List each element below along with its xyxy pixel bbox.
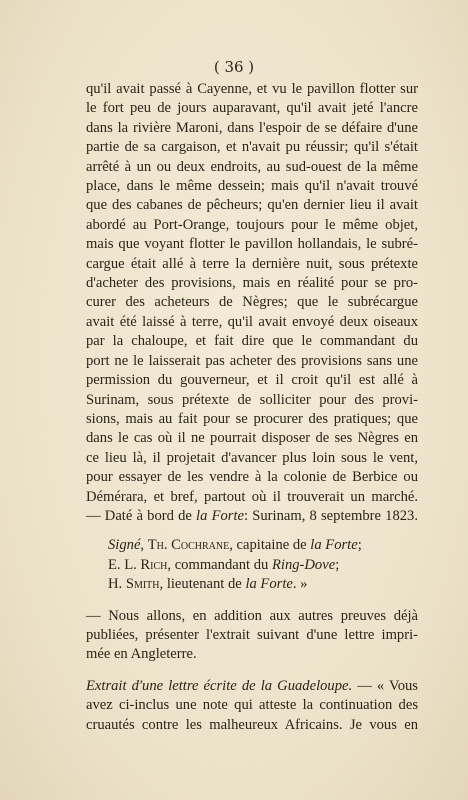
page-body [86,80,418,735]
text-line: abordé au Port-Orange, toujours pour le même objet, [86,216,418,233]
text-line: le fort peu de jours auparavant, qu'il avait jeté l'ancre [86,100,418,117]
text-line: permission du gouverneur, et il croit qu'il est allé à [86,372,418,389]
paragraph-extract [86,677,418,735]
dateline [86,507,418,526]
text-line: qu'il avait passé à Cayenne, et vu le pavillon flotter sur [86,81,418,97]
text-line: sions, mais au fait pour se procurer des pratiques; que [86,410,418,427]
signatory-name: Th. Cochrane [147,537,230,554]
extract-heading: Extrait d'une lettre écrite de la Guadeloupe. [86,677,353,694]
signatory-role: , capitaine de [229,537,311,554]
text-line: avait été laissé à terre, qu'il avait envoyé deux oiseaux [86,313,418,330]
text-line: — Nous allons, en addition aux autres preuves déjà [86,607,418,624]
dateline-suffix: : Surinam, 8 septembre 1823. [244,507,418,524]
text-line: port ne le laisserait pas acheter des provisions sans une [86,352,418,369]
text-line: curer des acheteurs de Nègres; que le subrécargue [86,294,418,311]
text-line: avez ci-inclus une note qui atteste la continuation des [86,697,418,714]
spacer [86,595,418,607]
ship-name: la Forte [245,576,293,593]
extract-heading-line [86,677,418,696]
signature-lead: Signé, [108,537,148,554]
text-line: cruautés contre les malheureux Africains. Je vous en [86,716,418,733]
ship-name: la Forte [310,537,358,554]
text-line: dans la rivière Maroni, dans l'espoir de se défaire d'une [86,119,418,136]
text-line: d'acheter des provisions, mais en réalité pour se pro- [86,275,418,292]
text-line: dans le cas où il ne pourrait disposer de ses Nègres en [86,430,418,447]
text-line: que des cabanes de pêcheurs; qu'en dernier lieu il avait [86,197,418,214]
signature-end: . » [292,576,308,593]
text-line: Surinam, sous prétexte de solliciter pour des provi- [86,391,418,408]
text-line: ce lieu là, il projetait d'avancer plus loin sous le vent, [86,449,418,466]
text-line: place, dans le même dessein; mais qu'il n'avait trouvé [86,178,418,195]
paragraph-report [86,80,418,526]
signatory-name: H. Smith [108,576,160,593]
ship-name: Ring-Dove [271,556,336,573]
signature-end: ; [357,537,362,554]
dateline-prefix: — Daté à bord de [86,507,197,524]
text-line: cargue était allé à terre la dernière nuit, sous prétexte [86,255,418,272]
paragraph-intro [86,607,418,665]
text-line: mée en Angleterre. [86,646,197,663]
text-line: pour essayer de les vendre à la colonie de Berbice ou [86,469,418,486]
text-line: publiées, présenter l'extrait suivant d'une lettre impri- [86,626,418,643]
signatory-name: E. L. Rich [108,556,168,573]
text-line: par la chaloupe, et fait dire que le commandant du [86,333,418,350]
dateline-ship: la Forte [196,507,245,524]
text-line: mais que voyant flotter le pavillon hollandais, le subré- [86,236,418,253]
text-line: Démérara, et bref, partout où il trouverait un marché. [86,488,418,505]
signature-line [108,575,418,594]
signature-line [108,536,418,555]
signature-line [108,556,418,575]
extract-opening: — « Vous [352,677,418,694]
spacer [86,665,418,677]
signature-block [108,536,418,594]
page-number: ( 36 ) [213,58,255,76]
text-line: arrêté à un ou deux endroits, au sud-ouest de la même [86,158,418,175]
signatory-role: , commandant du [167,556,272,573]
text-line: partie de sa cargaison, et n'avait pu réussir; qu'il s'était [86,139,418,156]
signature-end: ; [335,556,340,573]
signatory-role: , lieutenant de [159,576,246,593]
